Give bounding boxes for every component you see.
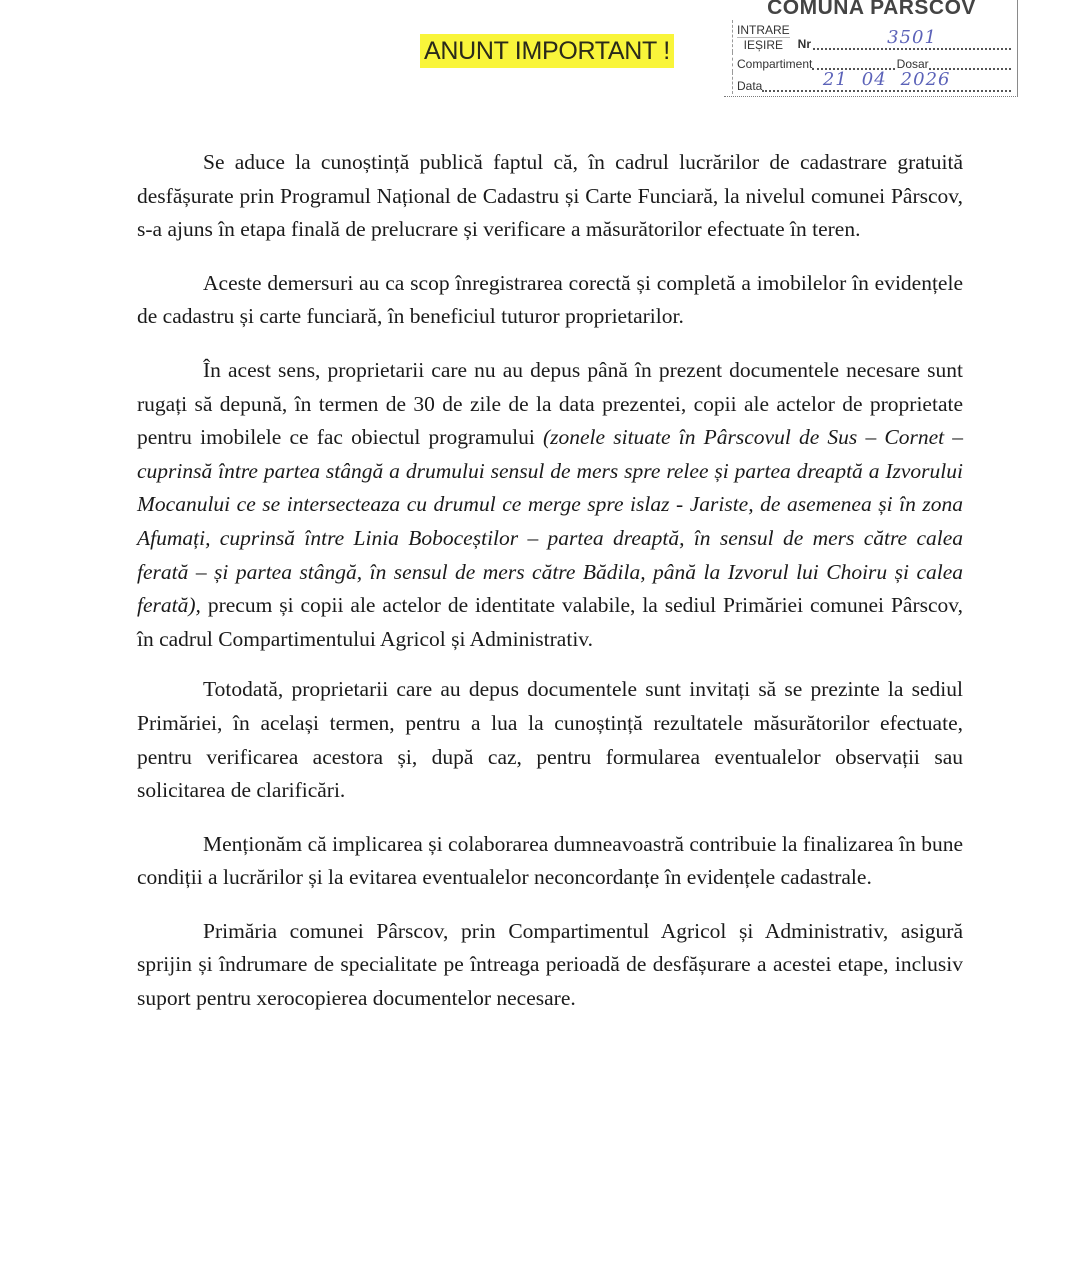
paragraph-purpose: Aceste demersuri au ca scop înregistrarea corectă și completă a imobilelor în evidențele de cadastru și carte funciară, în beneficiul tuturor proprietarilor.: [137, 270, 963, 329]
request-text-end: precum și copii ale actelor de identitate valabile, la sediul Primăriei comunei Pârscov, în cadrul Compartimentului Agricol și Administrativ.: [137, 593, 963, 651]
document-title: ANUNT IMPORTANT !: [420, 34, 674, 68]
stamp-file-line: [929, 50, 1011, 70]
paragraph-support: Primăria comunei Pârscov, prin Compartimentul Agricol și Administrativ, asigură sprijin și îndrumare de specialitate pe întreaga perioadă de desfășurare a acestei etape, inclusiv suport pentru xerocopierea documentelor necesare.: [137, 918, 963, 1011]
paragraph-intro: Se aduce la cunoștință publică faptul că, în cadrul lucrărilor de cadastrare gratuită desfășurate prin Programul Național de Cadastru și Carte Funciară, la nivelul comunei Pârscov, s-a ajuns în etapa finală de prelucrare și verificare a măsurătorilor efectuate în teren.: [137, 150, 963, 242]
stamp-file-label: Dosar: [896, 57, 929, 71]
stamp-date-day: 21: [822, 69, 848, 90]
registry-stamp: [724, 0, 1018, 97]
stamp-number-row: [732, 20, 1011, 52]
title-block: [420, 34, 674, 68]
stamp-department-line: [812, 50, 894, 70]
paragraph-invitation: Totodată, proprietarii care au depus documentele sunt invitați să se prezinte la sediul Primăriei, în același termen, pentru a lua la cunoștință rezultatele măsurătorilor efectuate, pentru verificarea acestora și, după caz, pentru formularea eventualelor observații sau solicitarea de clarificări.: [137, 677, 963, 803]
stamp-department-label: Compartiment: [737, 57, 813, 71]
stamp-date-row: [732, 69, 1011, 94]
stamp-date-line: [762, 69, 1011, 92]
stamp-date-year: 2026: [900, 69, 951, 90]
request-text-start: În acest sens, proprietarii care nu au depus până în prezent documentele necesare sunt rugați să depună, în termen de 30 de zile de la data prezentei, copii ale actelor de proprietate pentru imobilele ce fac obiectul programului: [137, 357, 963, 450]
request-zones-italic: (zonele situate în Pârscovul de Sus – Cornet – cuprinsă între partea stângă a drumului sensul de mers spre relee și partea dreaptă a Izvorului Mocanului ce se intersecteaza cu drumul ce merge spre islaz - Jariste, de asemenea și în zona Afumați, cuprinsă între Linia Boboceștilor – partea dreaptă, în sensul de mers către calea ferată – și partea stângă, în sensul de mers către Bădila, până la Izvorul lui Choiru și calea ferată),: [137, 425, 963, 618]
stamp-number-value: 3501: [887, 27, 937, 48]
stamp-entry-label: INTRARE: [737, 23, 790, 37]
stamp-number-line: [813, 27, 1011, 50]
stamp-direction: [737, 23, 790, 52]
paragraph-request: [137, 354, 963, 656]
document-body: [137, 146, 963, 1036]
stamp-number-label: Nr: [797, 37, 812, 51]
stamp-date-month: 04: [861, 69, 887, 90]
stamp-header: COMUNA PARSCOV: [767, 0, 976, 19]
stamp-date-label: Data: [737, 79, 763, 93]
stamp-exit-label: IEȘIRE: [743, 38, 784, 52]
paragraph-collaboration: Menționăm că implicarea și colaborarea dumneavoastră contribuie la finalizarea în bune condiții a lucrărilor și la evitarea eventualelor neconcordanțe în evidențele cadastrale.: [137, 831, 963, 890]
